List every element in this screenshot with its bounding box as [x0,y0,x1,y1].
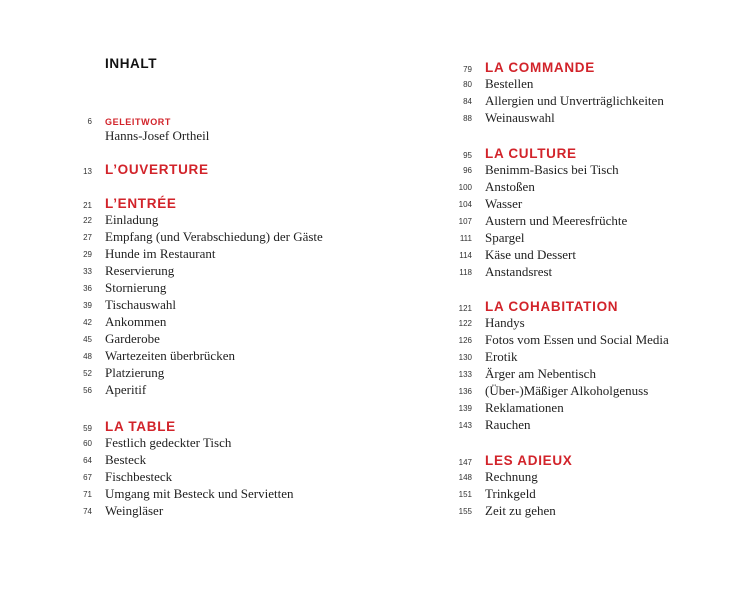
entry-title: Spargel [485,230,525,245]
page-number: 88 [463,114,472,123]
page-number: 136 [458,387,472,396]
page-number: 13 [83,167,92,176]
page-number: 67 [83,473,92,482]
page-number: 45 [83,335,92,344]
page-number: 60 [83,439,92,448]
entry-title: Ärger am Nebentisch [485,366,596,381]
page-number: 29 [83,250,92,259]
entry-title: Empfang (und Verabschiedung) der Gäste [105,229,323,244]
page-number: 48 [83,352,92,361]
entry-title: Hunde im Restaurant [105,246,216,261]
entry-title: LA COMMANDE [485,60,595,75]
entry-title: Fotos vom Essen und Social Media [485,332,669,347]
page-number: 100 [458,183,472,192]
entry-title: Wasser [485,196,523,211]
page-number: 114 [459,251,472,260]
page-number: 33 [83,267,92,276]
entry-title: LA TABLE [105,419,176,434]
page-number: 74 [83,507,92,516]
entry-title: Rechnung [485,469,538,484]
page-number: 111 [459,234,472,243]
entry-title: LA COHABITATION [485,299,619,314]
entry-title: Ankommen [105,314,167,329]
entry-title: Einladung [105,212,159,227]
page-number: 79 [463,65,472,74]
entry-title: Weingläser [105,503,164,518]
page-number: 143 [458,421,472,430]
entry-title: Stornierung [105,280,167,295]
page-number: 80 [463,80,472,89]
entry-title: GELEITWORT [105,117,171,127]
page-number: 139 [458,404,472,413]
page-number: 96 [463,166,472,175]
entry-title: Käse und Dessert [485,247,576,262]
page-number: 155 [458,507,472,516]
page-number: 148 [458,473,472,482]
page-title: INHALT [105,56,158,71]
entry-title: Anstandsrest [485,264,553,279]
page-number: 130 [458,353,472,362]
entry-title: Reklamationen [485,400,564,415]
entry-title: Aperitif [105,382,147,397]
entry-title: Rauchen [485,417,531,432]
entry-title: Handys [485,315,525,330]
page-number: 36 [83,284,92,293]
page-number: 104 [458,200,472,209]
page-number: 126 [458,336,472,345]
page-number: 151 [458,490,472,499]
entry-title: Hanns-Josef Ortheil [105,128,210,143]
page-number: 39 [83,301,92,310]
entry-title: Reservierung [105,263,175,278]
page-number: 118 [459,268,472,277]
entry-title: Weinauswahl [485,110,555,125]
page-number: 133 [458,370,472,379]
entry-title: Wartezeiten überbrücken [105,348,235,363]
entry-title: LA CULTURE [485,146,577,161]
page-number: 42 [83,318,92,327]
entry-title: Erotik [485,349,518,364]
entry-title: L’OUVERTURE [105,162,209,177]
entry-title: Besteck [105,452,147,467]
page-number: 6 [87,117,92,126]
page-number: 59 [83,424,92,433]
page-number: 107 [458,217,472,226]
entry-title: Tischauswahl [105,297,177,312]
entry-title: LES ADIEUX [485,453,573,468]
entry-title: Zeit zu gehen [485,503,556,518]
entry-title: Fischbesteck [105,469,173,484]
page-number: 52 [83,369,92,378]
page-number: 22 [83,216,92,225]
page-number: 95 [463,151,472,160]
entry-title: Garderobe [105,331,160,346]
entry-title: Allergien und Unverträglichkeiten [485,93,664,108]
entry-title: Umgang mit Besteck und Servietten [105,486,294,501]
entry-title: Platzierung [105,365,165,380]
page-number: 147 [458,458,472,467]
entry-title: L’ENTRÉE [105,196,177,211]
entry-title: Benimm-Basics bei Tisch [485,162,619,177]
entry-title: Anstoßen [485,179,535,194]
page-number: 84 [463,97,472,106]
page-number: 21 [83,201,92,210]
page-number: 56 [83,386,92,395]
page-number: 71 [83,490,92,499]
entry-title: Festlich gedeckter Tisch [105,435,232,450]
entry-title: Austern und Meeresfrüchte [485,213,628,228]
entry-title: Bestellen [485,76,534,91]
entry-title: Trinkgeld [485,486,536,501]
page-number: 121 [458,304,472,313]
page-number: 122 [458,319,472,328]
entry-title: (Über-)Mäßiger Alkoholgenuss [485,383,649,398]
page-number: 64 [83,456,92,465]
page-number: 27 [83,233,92,242]
